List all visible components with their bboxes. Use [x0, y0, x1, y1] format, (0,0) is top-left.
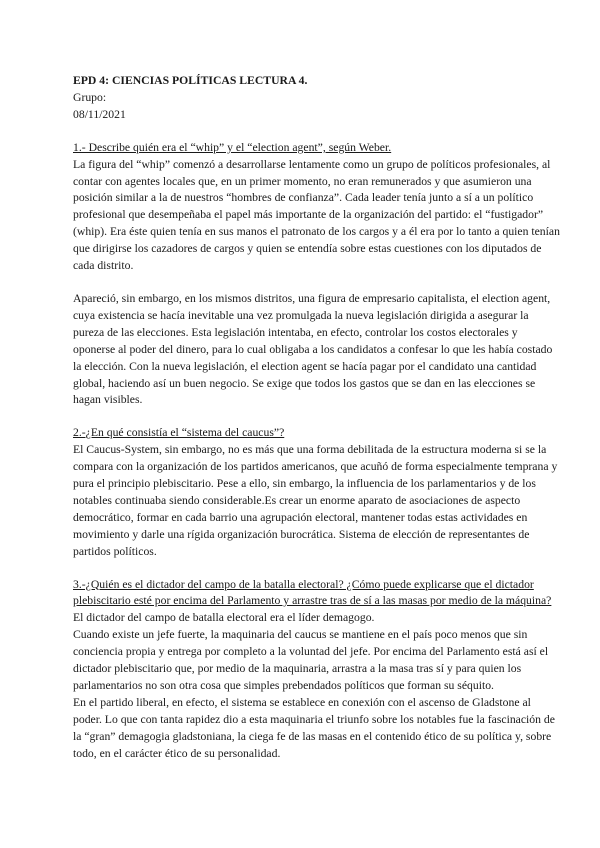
section-3 [73, 577, 560, 763]
question-3: 3.-¿Quién es el dictador del campo de la batalla electoral? ¿Cómo puede explicarse que el dictador plebiscitario esté por encima del Parlamento y arrastre tras de sí a las masas por medio de la máquina? [73, 577, 552, 608]
answer-paragraph: El Caucus-System, sin embargo, no es más que una forma debilitada de la estructura moderna si se la compara con la organización de los partidos americanos, que acuñó de forma especialmente temprana y pura el principio plebiscitario. Pese a ello, sin embargo, la influencia de los parlamentarios y de los notables continuaba siendo considerable.Es crear un enorme aparato de asociaciones de aspecto democrático, formar en cada barrio una agrupación electoral, mantener todas estas actividades en movimiento y darle una rígida organización burocrática. Sistema de elección de representantes de partidos políticos. [73, 443, 558, 558]
answer-paragraph: El dictador del campo de batalla electoral era el líder demagogo. [73, 611, 375, 625]
group-label: Grupo: [73, 90, 107, 104]
answer-paragraph: Cuando existe un jefe fuerte, la maquinaria del caucus se mantiene en el país poco menos que sin conciencia propia y entrega por completo a la voluntad del jefe. Por encima del Parlamento está así el dictador plebiscitario que, por medio de la maquinaria, arrastra a la masa tras sí y para quien los parlamentarios no son otra cosa que simples prebendados políticos que forman su séquito. [73, 628, 549, 692]
document-date: 08/11/2021 [73, 107, 126, 121]
section-1 [73, 140, 560, 410]
answer-paragraph: La figura del “whip” comenzó a desarrollarse lentamente como un grupo de políticos profesionales, al contar con agentes locales que, en un primer momento, no eran remunerados y que asumieron una posición similar a la de nuestros “hombres de confianza”. Cada leader tenía junto a sí a un político profesional que desempeñaba el papel más importante de la organización del partido: el “fustigador” (whip). Era éste quien tenía en sus manos el patronato de los cargos y a él era por lo tanto a quien tenían que dirigirse los cazadores de cargos y quien se entendía sobre estas cuestiones con los diputados de cada distrito. [73, 157, 560, 273]
question-2: 2.-¿En qué consistía el “sistema del caucus”? [73, 426, 285, 440]
document-title: EPD 4: CIENCIAS POLÍTICAS LECTURA 4. [73, 74, 308, 87]
section-2 [73, 425, 560, 560]
question-1: 1.- Describe quién era el “whip” y el “election agent”, según Weber. [73, 140, 392, 154]
answer-paragraph: Apareció, sin embargo, en los mismos distritos, una figura de empresario capitalista, el election agent, cuya existencia se hacía inevitable una vez promulgada la nueva legislación dirigida a asegurar la pureza de las elecciones. Esta legislación intentaba, en efecto, controlar los costos electorales y oponerse al poder del dinero, para lo cual obligaba a los candidatos a confesar lo que les había costado la elección. Con la nueva legislación, el election agent se hacía pagar por el candidato una cantidad global, haciendo así un buen negocio. Se exige que todos los gastos que se dan en las elecciones se hagan visibles. [73, 291, 553, 407]
answer-paragraph: En el partido liberal, en efecto, el sistema se establece en conexión con el ascenso de Gladstone al poder. Lo que con tanta rapidez dio a esta maquinaria el triunfo sobre los notables fue la fascinación de la “gran” demagogia gladstoniana, la ciega fe de las masas en el contenido ético de su política y, sobre todo, en el carácter ético de su personalidad. [73, 695, 555, 760]
